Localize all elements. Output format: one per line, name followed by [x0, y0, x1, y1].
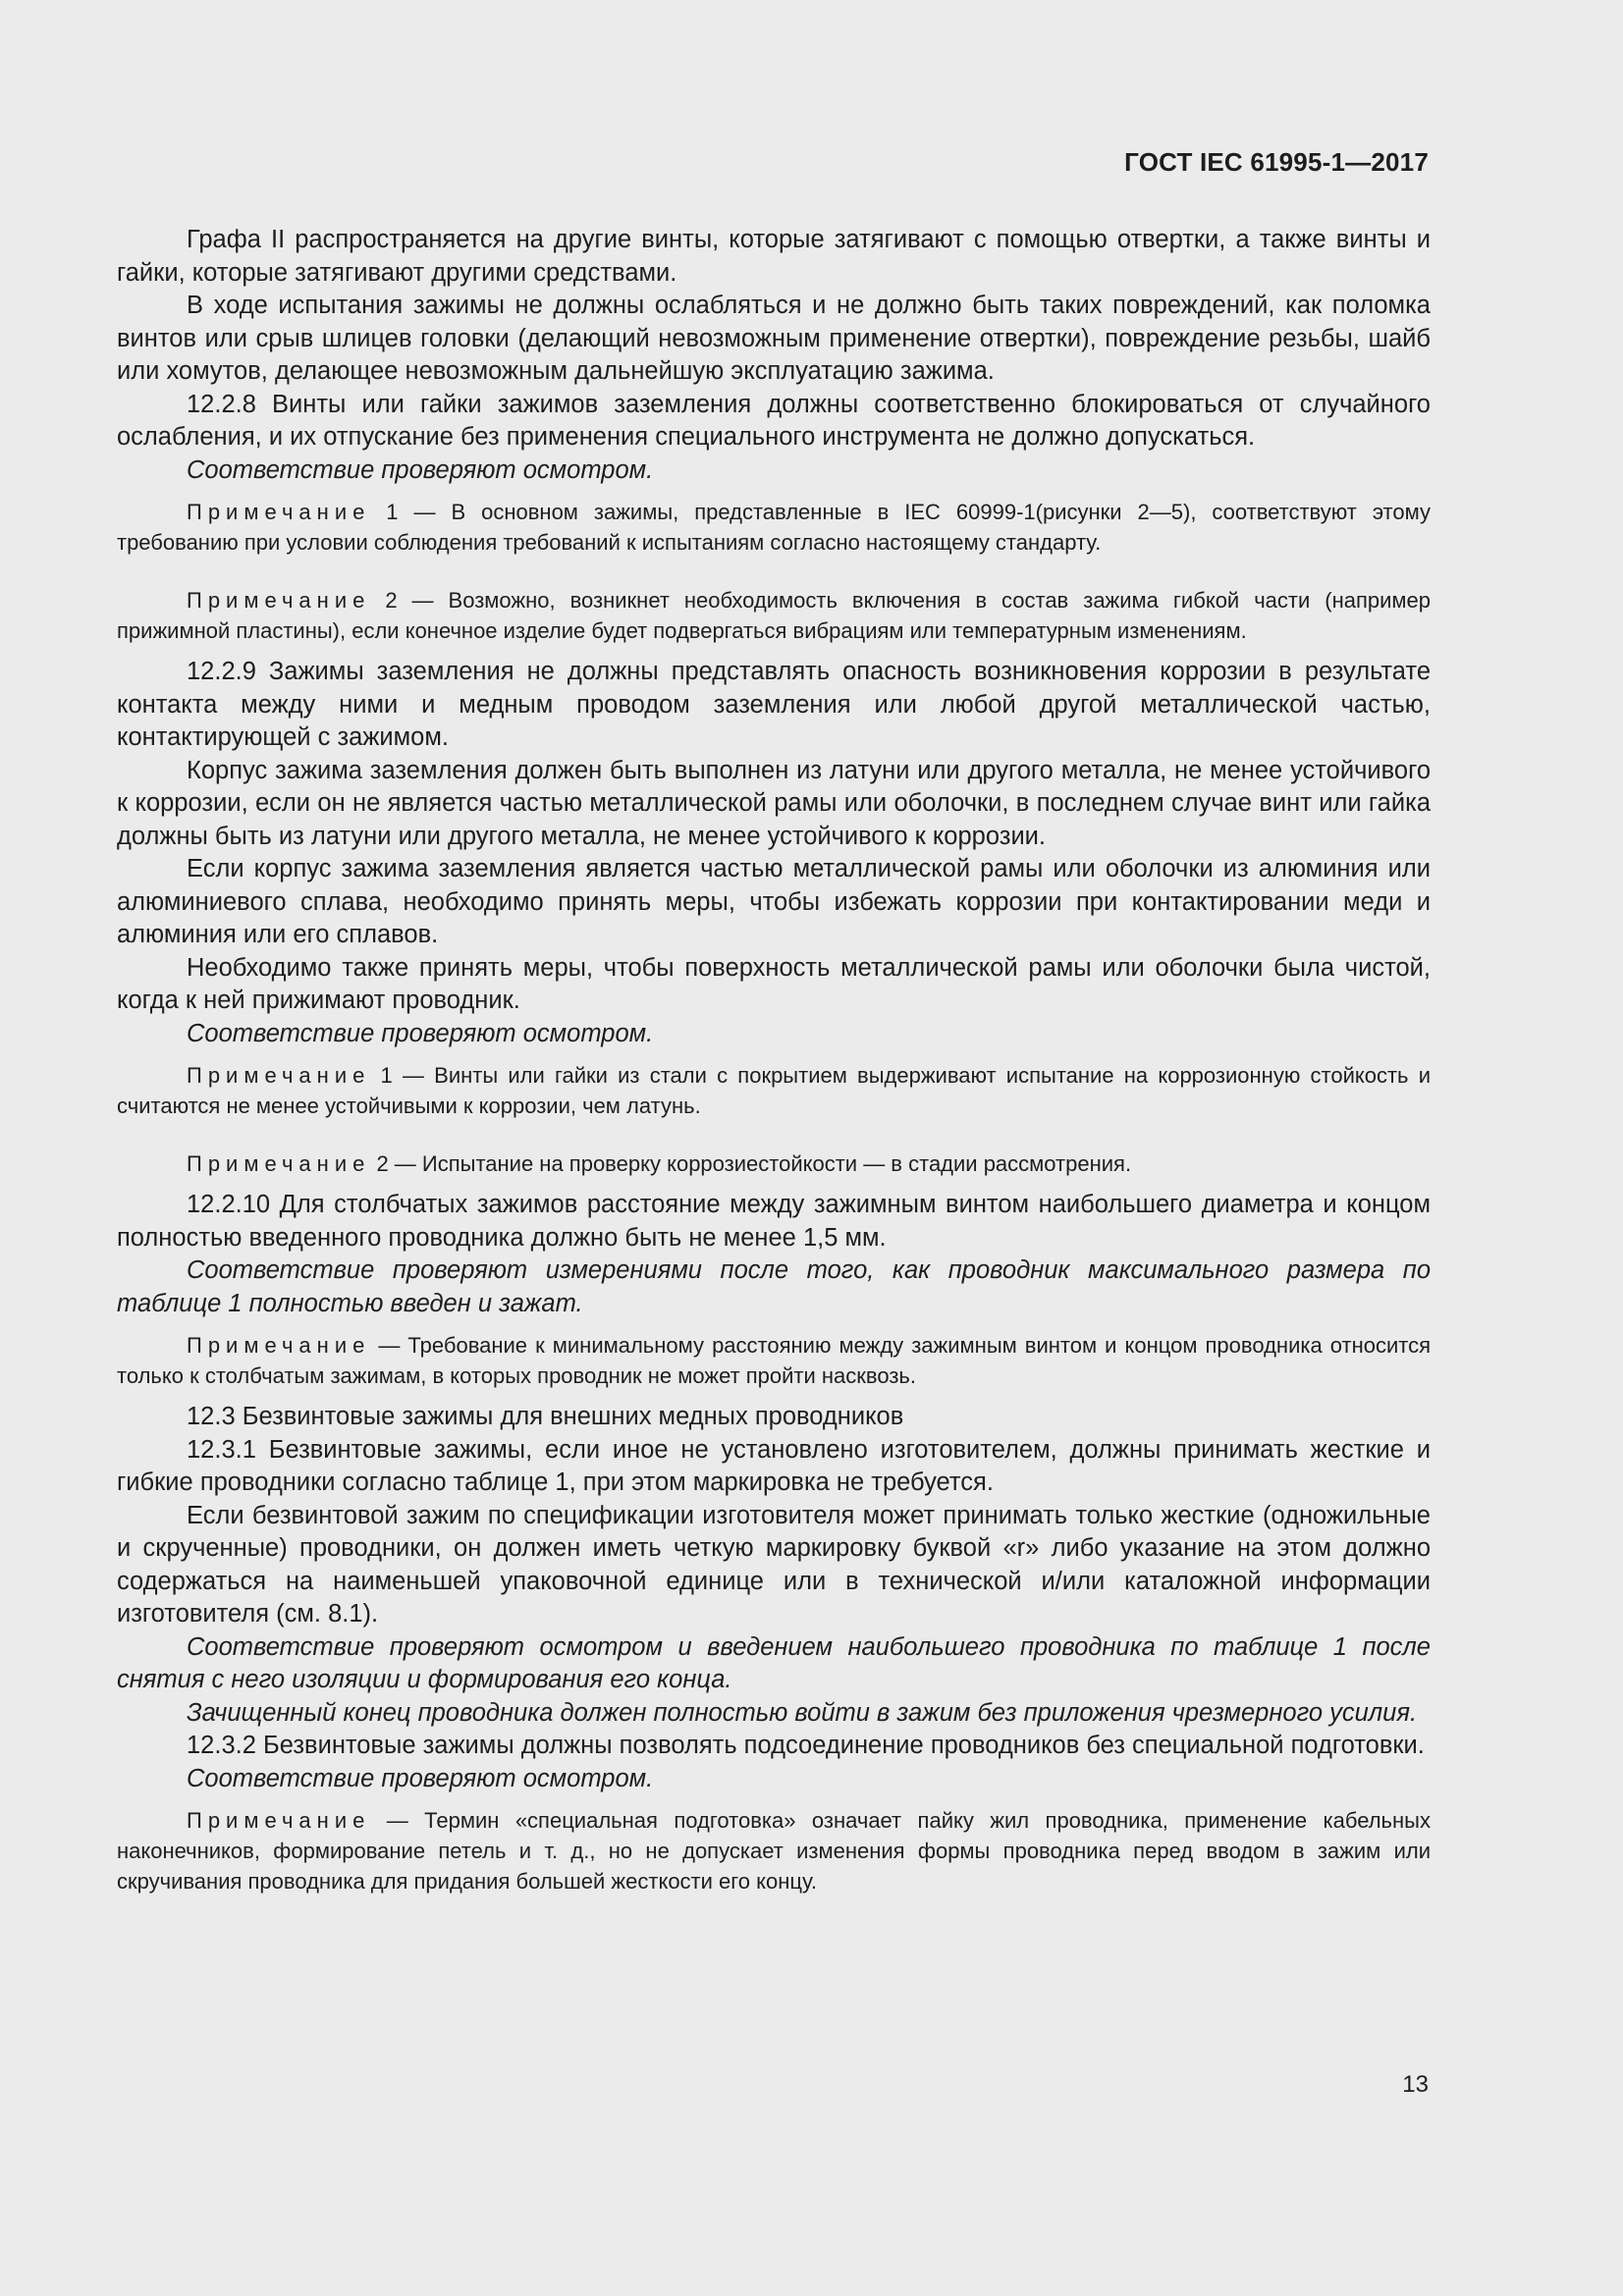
compliance-note: Соответствие проверяют осмотром и введением наибольшего проводника по таблице 1 после снятия с него изоляции и формирования его конца. [117, 1632, 1431, 1693]
note-text: 2 — Возможно, возникнет необходимость включения в состав зажима гибкой части (например прижимной пластины), если конечное изделие будет подвергаться вибрациям или температурным изменениям. [117, 588, 1431, 643]
note-2 [117, 1148, 1431, 1179]
paragraph-clause-12-2-8: 12.2.8 Винты или гайки зажимов заземления должны соответственно блокироваться от случайного ослабления, и их отпускание без применения специального инструмента не должно допускаться. [117, 390, 1431, 451]
note-text: 1 — Винты или гайки из стали с покрытием выдерживают испытание на коррозионную стойкость и считаются не менее устойчивыми к коррозии, чем латунь. [117, 1063, 1431, 1118]
page-number: 13 [1402, 2071, 1429, 2098]
paragraph: Если безвинтовой зажим по спецификации изготовителя может принимать только жесткие (одножильные и скрученные) проводники, он должен иметь четкую маркировку буквой «r» либо указание на этом должно содержаться на наименьшей упаковочной единице или в технической и/или каталожной информации изготовителя (см. 8.1). [117, 1501, 1431, 1628]
note-text: — Термин «специальная подготовка» означает пайку жил проводника, применение кабельных наконечников, формирование петель и т. д., но не допускает изменения формы проводника перед вводом в зажим или скручивания проводника для придания большей жесткости его концу. [117, 1808, 1431, 1894]
note [117, 1805, 1431, 1896]
paragraph: Корпус зажима заземления должен быть выполнен из латуни или другого металла, не менее устойчивого к коррозии, если он не является частью металлической рамы или оболочки, в последнем случае винт или гайка должны быть из латуни или другого металла, не менее устойчивого к коррозии. [117, 756, 1431, 850]
compliance-note: Соответствие проверяют осмотром. [187, 1019, 654, 1047]
paragraph: Необходимо также принять меры, чтобы поверхность металлической рамы или оболочки была чистой, когда к ней прижимают проводник. [117, 953, 1431, 1014]
note-label: Примечание [187, 500, 371, 524]
note-1 [117, 1060, 1431, 1121]
compliance-note: Соответствие проверяют осмотром. [187, 1764, 654, 1792]
note-label: Примечание [187, 1808, 371, 1833]
note-2 [117, 585, 1431, 646]
paragraph-clause-12-2-9: 12.2.9 Зажимы заземления не должны представлять опасность возникновения коррозии в результате контакта между ними и медным проводом заземления или любой другой металлической частью, контактирующей с зажимом. [117, 658, 1431, 751]
note-text: 2 — Испытание на проверку коррозиестойкости — в стадии рассмотрения. [370, 1151, 1132, 1176]
note [117, 1330, 1431, 1391]
note-label: Примечание [187, 1063, 371, 1088]
paragraph: Графа II распространяется на другие винты, которые затягивают с помощью отвертки, а также винты и гайки, которые затягивают другими средствами. [117, 226, 1431, 287]
paragraph: Если корпус зажима заземления является частью металлической рамы или оболочки из алюминия или алюминиевого сплава, необходимо принять меры, чтобы избежать коррозии при контактировании меди и алюминия или его сплавов. [117, 855, 1431, 948]
section-heading-12-3: 12.3 Безвинтовые зажимы для внешних медных проводников [187, 1403, 904, 1430]
document-header: ГОСТ IEC 61995-1—2017 [1124, 147, 1429, 177]
note-label: Примечание [187, 1151, 371, 1176]
paragraph: В ходе испытания зажимы не должны ослабляться и не должно быть таких повреждений, как поломка винтов или срыв шлицев головки (делающий невозможным применение отвертки), повреждение резьбы, шайб или хомутов, делающее невозможным дальнейшую эксплуатацию зажима. [117, 292, 1431, 385]
note-label: Примечание [187, 588, 371, 613]
note-label: Примечание [187, 1333, 371, 1358]
paragraph-clause-12-3-1: 12.3.1 Безвинтовые зажимы, если иное не установлено изготовителем, должны принимать жесткие и гибкие проводники согласно таблице 1, при этом маркировка не требуется. [117, 1435, 1431, 1496]
compliance-note: Зачищенный конец проводника должен полностью войти в зажим без приложения чрезмерного усилия. [187, 1698, 1418, 1727]
paragraph-clause-12-3-2: 12.3.2 Безвинтовые зажимы должны позволять подсоединение проводников без специальной подготовки. [187, 1732, 1425, 1759]
compliance-note: Соответствие проверяют осмотром. [187, 455, 654, 484]
note-text: 1 — В основном зажимы, представленные в IEC 60999-1(рисунки 2—5), соответствуют этому требованию при условии соблюдения требований к испытаниям согласно настоящему стандарту. [117, 500, 1431, 555]
page-body [117, 224, 1431, 1896]
paragraph-clause-12-2-10: 12.2.10 Для столбчатых зажимов расстояние между зажимным винтом наибольшего диаметра и концом полностью введенного проводника должно быть не менее 1,5 мм. [117, 1191, 1431, 1252]
note-1 [117, 497, 1431, 558]
note-text: — Требование к минимальному расстоянию между зажимным винтом и концом проводника относится только к столбчатым зажимам, в которых проводник не может пройти насквозь. [117, 1333, 1431, 1388]
compliance-note: Соответствие проверяют измерениями после того, как проводник максимального размера по таблице 1 полностью введен и зажат. [117, 1256, 1431, 1317]
